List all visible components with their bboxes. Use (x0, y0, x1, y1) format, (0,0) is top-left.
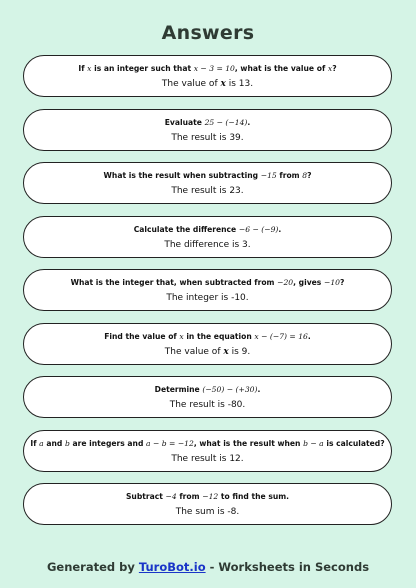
question-part: are integers and (69, 438, 147, 448)
math-expression: b − a (303, 438, 324, 448)
math-expression: x (223, 346, 229, 357)
answer-part: The result is 23. (171, 186, 244, 196)
question-text (24, 64, 391, 74)
question-part: , gives (293, 278, 324, 287)
question-part: . (307, 331, 311, 341)
question-part: Evaluate (164, 117, 205, 127)
footer-suffix: - Worksheets in Seconds (205, 560, 370, 574)
footer-prefix: Generated by (46, 560, 139, 574)
answer-text (24, 453, 391, 465)
question-part: What is the integer that, when subtracted from (70, 278, 278, 287)
answer-part: The integer is -10. (166, 293, 249, 303)
math-expression: x (327, 64, 333, 73)
math-expression: a (39, 438, 44, 448)
question-text (24, 225, 391, 235)
question-part: to find the sum. (218, 492, 290, 501)
answer-text (24, 346, 391, 358)
question-part: from (176, 492, 203, 501)
question-part: Determine (154, 385, 203, 394)
answer-text (24, 239, 391, 251)
answer-part: is 9. (228, 346, 251, 357)
question-text (24, 439, 391, 449)
answer-part: The value of (161, 79, 221, 89)
math-expression: x (87, 64, 92, 73)
answer-card (23, 162, 392, 204)
question-part: from (276, 171, 303, 180)
answer-part: The result is 39. (171, 132, 244, 143)
question-text (24, 171, 391, 181)
question-part: If (78, 64, 88, 73)
math-expression: a − b = −12 (146, 438, 194, 448)
answer-part: The difference is 3. (164, 239, 251, 250)
question-text (24, 385, 391, 395)
math-expression: −6 − (−9) (238, 224, 279, 234)
answer-text (24, 185, 391, 197)
math-expression: −12 (202, 492, 219, 501)
question-text (24, 332, 391, 342)
question-part: and (43, 438, 65, 448)
answer-card (23, 216, 392, 258)
answer-text (24, 78, 391, 90)
turobot-link[interactable]: TuroBot.io (138, 560, 206, 574)
math-expression: x (179, 331, 184, 341)
question-part: Subtract (125, 492, 166, 501)
math-expression: b (64, 438, 70, 448)
question-part: If (30, 438, 40, 448)
question-part: . (257, 385, 261, 394)
math-expression: 25 − (−14) (204, 117, 248, 127)
answer-part: is 13. (225, 79, 254, 89)
answer-part: The result is -80. (169, 400, 246, 410)
math-expression: −20 (277, 278, 294, 287)
math-expression: x (220, 79, 226, 89)
answer-card (23, 109, 392, 151)
question-part: ? (307, 171, 312, 180)
question-part: Calculate the difference (133, 224, 239, 234)
answer-part: The value of (164, 346, 224, 357)
question-part: , what is the value of (234, 64, 328, 73)
math-expression: −10 (323, 278, 341, 287)
answer-text (24, 506, 391, 518)
question-part: . (278, 224, 282, 234)
question-part: is calculated? (323, 438, 385, 448)
question-part: . (247, 117, 251, 127)
answer-text (24, 292, 391, 304)
question-part: , what is the result when (193, 438, 304, 448)
question-part: What is the result when subtracting (103, 171, 261, 180)
answer-list (23, 55, 392, 537)
math-expression: 8 (302, 171, 308, 180)
math-expression: −4 (165, 492, 177, 501)
answer-part: The result is 12. (171, 453, 244, 464)
answer-card (23, 55, 392, 97)
answer-card (23, 323, 392, 365)
question-part: Find the value of (104, 331, 180, 341)
answer-card (23, 376, 392, 418)
question-part: is an integer such that (91, 64, 194, 73)
math-expression: x − (−7) = 16 (254, 331, 308, 341)
page-title: Answers (161, 22, 255, 44)
question-text (24, 118, 391, 128)
question-part: in the equation (183, 331, 255, 341)
math-expression: −15 (260, 171, 277, 180)
math-expression: (−50) − (+30) (202, 385, 258, 394)
question-part: ? (332, 64, 337, 73)
question-text (24, 492, 391, 502)
answer-text (24, 132, 391, 144)
question-text (24, 278, 391, 288)
math-expression: x − 3 = 10 (193, 64, 235, 73)
answer-card (23, 269, 392, 311)
question-part: ? (340, 278, 345, 287)
footer (0, 560, 416, 574)
answer-card (23, 483, 392, 525)
answer-card (23, 430, 392, 472)
answer-part: The sum is -8. (175, 507, 240, 517)
answer-text (24, 399, 391, 411)
